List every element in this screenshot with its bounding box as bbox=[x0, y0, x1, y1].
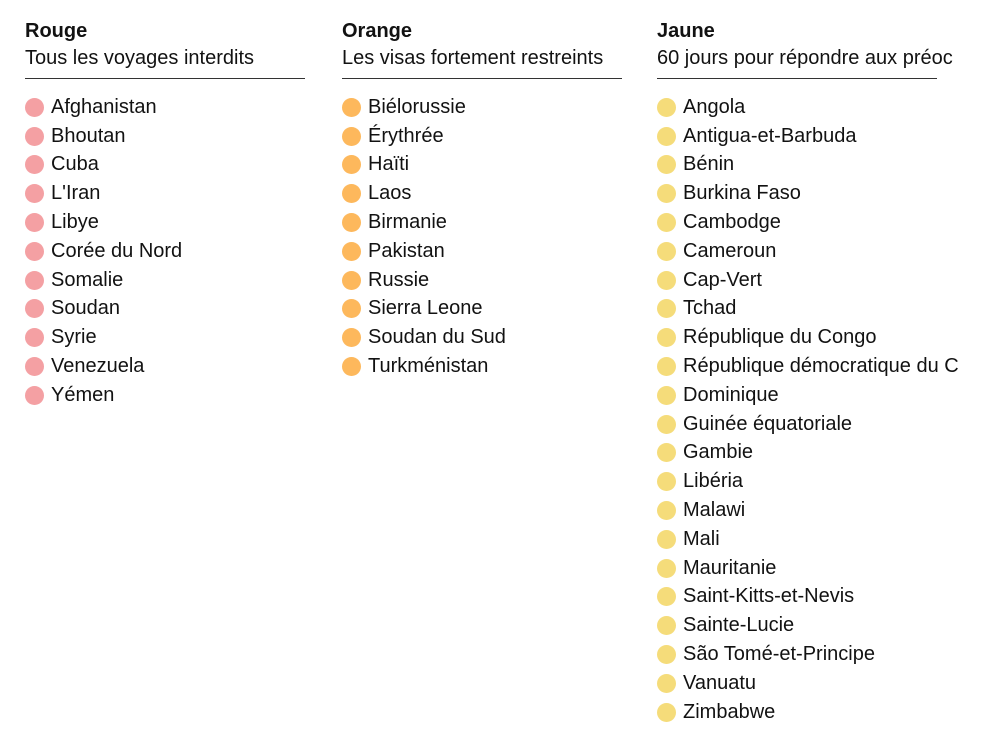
color-dot-icon bbox=[25, 328, 44, 347]
color-dot-icon bbox=[25, 271, 44, 290]
country-item bbox=[25, 295, 307, 324]
country-item bbox=[25, 237, 307, 266]
country-item bbox=[657, 151, 990, 180]
column-divider bbox=[342, 78, 622, 79]
country-name: Soudan du Sud bbox=[368, 326, 506, 349]
color-dot-icon bbox=[342, 98, 361, 117]
color-dot-icon bbox=[657, 472, 676, 491]
color-dot-icon bbox=[25, 242, 44, 261]
country-item bbox=[25, 179, 307, 208]
country-item bbox=[342, 179, 624, 208]
country-item bbox=[342, 266, 624, 295]
country-item bbox=[25, 323, 307, 352]
country-name: Érythrée bbox=[368, 124, 444, 147]
country-name: Guinée équatoriale bbox=[683, 412, 853, 435]
country-item bbox=[25, 208, 307, 237]
country-name: Corée du Nord bbox=[51, 239, 183, 262]
country-list bbox=[342, 93, 624, 381]
country-name: Tchad bbox=[683, 297, 737, 320]
country-item bbox=[342, 295, 624, 324]
country-name: Yémen bbox=[51, 383, 115, 406]
country-name: Cuba bbox=[51, 153, 99, 176]
color-dot-icon bbox=[25, 386, 44, 405]
color-dot-icon bbox=[657, 242, 676, 261]
column-title: Rouge bbox=[25, 20, 88, 42]
country-item bbox=[657, 122, 990, 151]
color-dot-icon bbox=[657, 415, 676, 434]
country-name: Syrie bbox=[51, 326, 97, 349]
column-subtitle: Les visas fortement restreints bbox=[342, 47, 604, 69]
color-dot-icon bbox=[342, 213, 361, 232]
country-name: São Tomé-et-Principe bbox=[683, 643, 875, 666]
country-item bbox=[657, 583, 990, 612]
country-item bbox=[342, 237, 624, 266]
country-item bbox=[657, 410, 990, 439]
color-dot-icon bbox=[657, 645, 676, 664]
country-name: Russie bbox=[368, 268, 430, 291]
color-dot-icon bbox=[657, 184, 676, 203]
color-dot-icon bbox=[342, 357, 361, 376]
country-name: Vanuatu bbox=[683, 671, 757, 694]
country-name: Biélorussie bbox=[368, 95, 466, 118]
color-dot-icon bbox=[342, 271, 361, 290]
color-dot-icon bbox=[657, 271, 676, 290]
country-name: Turkménistan bbox=[368, 355, 489, 378]
country-item bbox=[342, 93, 624, 122]
country-item bbox=[25, 151, 307, 180]
country-name: Cambodge bbox=[683, 211, 781, 234]
country-name: Sainte-Lucie bbox=[683, 614, 795, 637]
country-item bbox=[25, 352, 307, 381]
country-name: Venezuela bbox=[51, 355, 145, 378]
country-name: Soudan bbox=[51, 297, 120, 320]
country-name: Bénin bbox=[683, 153, 735, 176]
country-item bbox=[657, 554, 990, 583]
country-name: Mauritanie bbox=[683, 556, 777, 579]
color-dot-icon bbox=[25, 155, 44, 174]
country-name: Gambie bbox=[683, 441, 754, 464]
country-item bbox=[342, 323, 624, 352]
color-dot-icon bbox=[25, 127, 44, 146]
country-item bbox=[342, 122, 624, 151]
country-item bbox=[25, 266, 307, 295]
country-item bbox=[657, 237, 990, 266]
country-item bbox=[657, 467, 990, 496]
column-divider bbox=[657, 78, 937, 79]
country-item bbox=[657, 439, 990, 468]
country-item bbox=[657, 640, 990, 669]
color-dot-icon bbox=[25, 98, 44, 117]
country-name: Burkina Faso bbox=[683, 182, 801, 205]
color-dot-icon bbox=[657, 703, 676, 722]
country-item bbox=[657, 179, 990, 208]
color-dot-icon bbox=[657, 299, 676, 318]
color-dot-icon bbox=[342, 155, 361, 174]
column-subtitle: 60 jours pour répondre aux préoc bbox=[657, 47, 953, 69]
color-dot-icon bbox=[657, 674, 676, 693]
color-dot-icon bbox=[657, 559, 676, 578]
country-item bbox=[657, 381, 990, 410]
color-dot-icon bbox=[657, 213, 676, 232]
country-name: Birmanie bbox=[368, 211, 447, 234]
column-orange bbox=[342, 18, 624, 381]
country-name: Cameroun bbox=[683, 239, 777, 262]
color-dot-icon bbox=[657, 328, 676, 347]
country-name: Dominique bbox=[683, 383, 779, 406]
country-name: L'Iran bbox=[51, 182, 101, 205]
country-item bbox=[657, 266, 990, 295]
color-dot-icon bbox=[657, 127, 676, 146]
country-name: Somalie bbox=[51, 268, 124, 291]
country-item bbox=[342, 352, 624, 381]
color-dot-icon bbox=[657, 386, 676, 405]
country-item bbox=[25, 381, 307, 410]
column-divider bbox=[25, 78, 305, 79]
color-dot-icon bbox=[25, 213, 44, 232]
country-item bbox=[657, 611, 990, 640]
column-subtitle: Tous les voyages interdits bbox=[25, 47, 255, 69]
country-item bbox=[657, 208, 990, 237]
color-dot-icon bbox=[657, 98, 676, 117]
country-item bbox=[25, 93, 307, 122]
country-name: Angola bbox=[683, 95, 746, 118]
country-name: République du Congo bbox=[683, 326, 877, 349]
column-title: Jaune bbox=[657, 20, 715, 42]
color-dot-icon bbox=[657, 357, 676, 376]
color-dot-icon bbox=[342, 127, 361, 146]
color-dot-icon bbox=[657, 443, 676, 462]
country-item bbox=[657, 525, 990, 554]
country-name: Antigua-et-Barbuda bbox=[683, 124, 857, 147]
color-dot-icon bbox=[342, 184, 361, 203]
color-dot-icon bbox=[25, 299, 44, 318]
color-dot-icon bbox=[657, 530, 676, 549]
country-list bbox=[657, 93, 990, 727]
country-name: Cap-Vert bbox=[683, 268, 762, 291]
country-item bbox=[657, 669, 990, 698]
country-name: Saint-Kitts-et-Nevis bbox=[683, 585, 855, 608]
color-dot-icon bbox=[25, 357, 44, 376]
color-dot-icon bbox=[657, 155, 676, 174]
color-dot-icon bbox=[25, 184, 44, 203]
country-item bbox=[657, 352, 990, 381]
country-name: Libye bbox=[51, 211, 99, 234]
country-name: Malawi bbox=[683, 499, 746, 522]
column-title: Orange bbox=[342, 20, 413, 42]
color-dot-icon bbox=[342, 242, 361, 261]
country-name: Zimbabwe bbox=[683, 700, 776, 723]
color-dot-icon bbox=[657, 616, 676, 635]
column-red bbox=[25, 18, 307, 410]
country-item bbox=[342, 208, 624, 237]
color-dot-icon bbox=[342, 299, 361, 318]
country-item bbox=[657, 93, 990, 122]
country-list bbox=[25, 93, 307, 410]
country-item bbox=[657, 496, 990, 525]
country-item bbox=[657, 698, 990, 727]
color-dot-icon bbox=[342, 328, 361, 347]
color-dot-icon bbox=[657, 587, 676, 606]
country-item bbox=[657, 295, 990, 324]
country-item bbox=[342, 151, 624, 180]
country-name: République démocratique du C bbox=[683, 355, 959, 378]
country-name: Afghanistan bbox=[51, 95, 157, 118]
country-name: Libéria bbox=[683, 470, 744, 493]
color-dot-icon bbox=[657, 501, 676, 520]
country-name: Mali bbox=[683, 527, 720, 550]
country-item bbox=[25, 122, 307, 151]
country-name: Bhoutan bbox=[51, 124, 126, 147]
country-item bbox=[657, 323, 990, 352]
country-name: Sierra Leone bbox=[368, 297, 483, 320]
column-yellow bbox=[657, 18, 990, 727]
country-name: Haïti bbox=[368, 153, 410, 176]
country-name: Pakistan bbox=[368, 239, 445, 262]
country-name: Laos bbox=[368, 182, 412, 205]
